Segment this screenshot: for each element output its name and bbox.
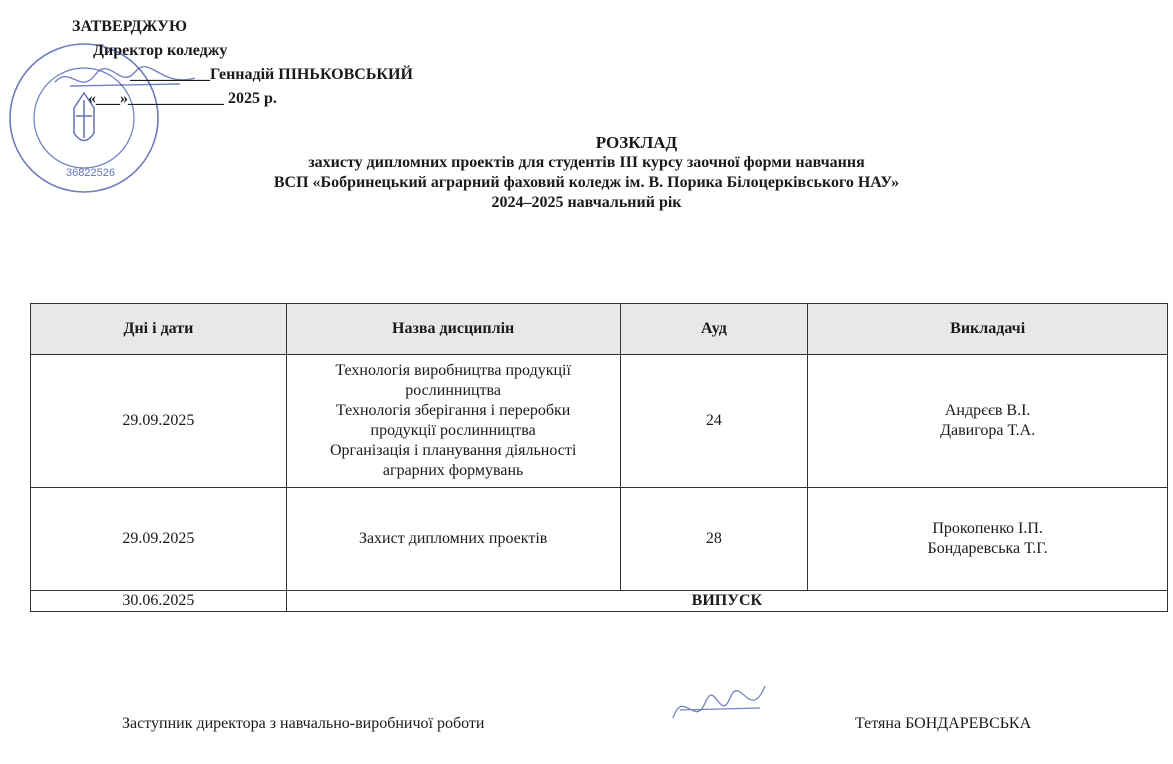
discipline-line: Організація і планування діяльності — [329, 442, 577, 459]
discipline-line: Технологія зберігання і переробки — [335, 402, 571, 419]
discipline-line: аграрних формувань — [382, 462, 524, 479]
discipline-line: Технологія виробництва продукції — [335, 362, 571, 379]
cell-disciplines — [286, 488, 620, 591]
title-main: РОЗКЛАД — [595, 133, 678, 152]
approver-position: Директор коледжу — [93, 42, 228, 59]
table-row — [31, 591, 1168, 612]
table-row — [31, 488, 1168, 591]
signatory-name: Тетяна БОНДАРЕВСЬКА — [855, 715, 1032, 732]
header-disciplines: Назва дисциплін — [286, 304, 620, 355]
deputy-signature — [665, 678, 785, 738]
teacher-name: Андрєєв В.І. — [944, 402, 1031, 419]
document-title — [0, 133, 1173, 213]
approve-heading: ЗАТВЕРДЖУЮ — [72, 18, 188, 35]
cell-disciplines — [286, 355, 620, 488]
cell-teachers — [808, 488, 1168, 591]
schedule-table — [30, 303, 1168, 612]
header-room: Ауд — [620, 304, 808, 355]
teacher-name: Давигора Т.А. — [940, 422, 1036, 439]
cell-room: 24 — [620, 355, 808, 488]
discipline-line: рослинництва — [405, 382, 501, 399]
stamp-number: 36822526 — [66, 167, 115, 179]
table-header-row — [31, 304, 1168, 355]
approval-date: «___»____________ 2025 р. — [88, 90, 277, 107]
teacher-name: Прокопенко І.П. — [932, 520, 1043, 537]
approver-name: __________Геннадій ПІНЬКОВСЬКИЙ — [130, 66, 413, 83]
table-row — [31, 355, 1168, 488]
title-line-3: 2024–2025 навчальний рік — [491, 194, 682, 211]
teacher-name: Бондаревська Т.Г. — [927, 540, 1048, 557]
cell-date: 29.09.2025 — [31, 488, 287, 591]
cell-room: 28 — [620, 488, 808, 591]
title-line-1: захисту дипломних проектів для студентів ІІІ курсу заочної форми навчання — [308, 154, 865, 171]
header-teachers: Викладачі — [808, 304, 1168, 355]
header-dates: Дні і дати — [31, 304, 287, 355]
signatory-position: Заступник директора з навчально-виробничої роботи — [122, 715, 485, 732]
cell-date: 29.09.2025 — [31, 355, 287, 488]
cell-teachers — [808, 355, 1168, 488]
title-line-2: ВСП «Бобринецький аграрний фаховий коледж ім. В. Порика Білоцерківського НАУ» — [273, 174, 900, 191]
cell-date: 30.06.2025 — [31, 591, 287, 612]
release-cell: ВИПУСК — [286, 591, 1167, 612]
discipline-line: продукції рослинництва — [370, 422, 536, 439]
discipline-line: Захист дипломних проектів — [358, 530, 548, 547]
